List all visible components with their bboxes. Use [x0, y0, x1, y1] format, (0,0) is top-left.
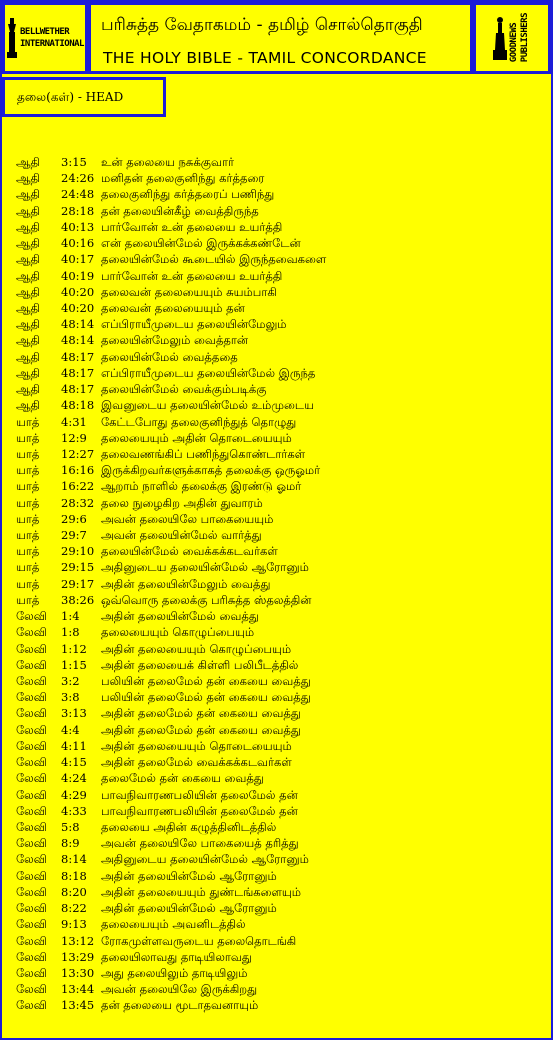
book-abbrev: ஆதி — [16, 236, 40, 251]
verse-ref: 3:15 — [61, 155, 87, 169]
concordance-row — [16, 527, 541, 543]
verse-ref: 4:33 — [61, 803, 87, 818]
concordance-row — [16, 316, 541, 332]
verse-ref: 9:13 — [61, 917, 87, 932]
book-abbrev: ஆதி — [16, 284, 40, 299]
concordance-row — [16, 624, 541, 640]
book-abbrev: லேவி — [16, 852, 47, 867]
verse-text: தலையின்மேல் வைக்கும்படிக்கு — [101, 382, 267, 397]
verse-text: அவன் தலையிலே இருக்கிறது — [101, 982, 258, 997]
book-abbrev: லேவி — [16, 998, 47, 1013]
book-abbrev: ஆதி — [16, 203, 40, 218]
verse-ref: 4:4 — [61, 722, 80, 737]
verse-text: ஒவ்வொரு தலைக்கு பரிசுத்த ஸ்தலத்தின் — [101, 592, 312, 607]
book-abbrev: லேவி — [16, 982, 47, 997]
verse-text: தலையிலாவது தாடியிலாவது — [101, 949, 252, 964]
verse-ref: 13:44 — [61, 982, 95, 997]
verse-text: தலையையும் அவனிடத்தில் — [101, 917, 246, 932]
verse-ref: 48:18 — [61, 398, 95, 413]
book-abbrev: லேவி — [16, 787, 47, 802]
verse-ref: 48:17 — [61, 349, 95, 364]
verse-ref: 4:29 — [61, 787, 87, 802]
concordance-row — [16, 397, 541, 413]
verse-ref: 16:22 — [61, 479, 95, 494]
book-abbrev: ஆதி — [16, 187, 40, 202]
verse-text: மனிதன் தலைகுனிந்து கர்த்தரை — [101, 171, 265, 186]
book-abbrev: லேவி — [16, 625, 47, 640]
concordance-row — [16, 965, 541, 981]
verse-text: தன் தலையின்கீழ் வைத்திருந்த — [101, 203, 259, 218]
verse-text: கேட்டபோது தலைகுனிந்துத் தொழுது — [101, 414, 297, 429]
verse-text: அதின் தலையையும் தொடையையும் — [101, 738, 292, 753]
verse-ref: 4:15 — [61, 755, 87, 770]
verse-text: தலையையும் கொழுப்பையும் — [101, 625, 255, 640]
verse-text: உன் தலையை நசுக்குவார் — [101, 155, 234, 169]
verse-ref: 38:26 — [61, 592, 95, 607]
book-abbrev: யாத் — [16, 592, 40, 607]
verse-text: தலையை அதின் கழுத்தினிடத்தில் — [101, 819, 277, 834]
concordance-row — [16, 414, 541, 430]
book-abbrev: லேவி — [16, 884, 47, 899]
book-abbrev: லேவி — [16, 836, 47, 851]
verse-text: அதின் தலையைக் கிள்ளி பலிபீடத்தில் — [101, 657, 299, 672]
verse-text: எப்பிராயீமுடைய தலையின்மேலும் — [101, 317, 287, 332]
book-abbrev: ஆதி — [16, 155, 40, 169]
verse-ref: 8:18 — [61, 868, 87, 883]
verse-ref: 8:20 — [61, 884, 87, 899]
book-abbrev: ஆதி — [16, 382, 40, 397]
concordance-row — [16, 641, 541, 657]
book-abbrev: லேவி — [16, 657, 47, 672]
verse-text: பாவநிவாரணபலியின் தலைமேல் தன் — [101, 803, 298, 818]
concordance-row — [16, 689, 541, 705]
book-abbrev: லேவி — [16, 819, 47, 834]
verse-ref: 24:26 — [61, 171, 95, 186]
concordance-row — [16, 186, 541, 202]
verse-ref: 29:6 — [61, 511, 87, 526]
verse-ref: 13:29 — [61, 949, 95, 964]
book-abbrev: லேவி — [16, 609, 47, 624]
book-abbrev: யாத் — [16, 544, 40, 559]
book-abbrev: யாத் — [16, 511, 40, 526]
verse-ref: 29:10 — [61, 544, 95, 559]
book-abbrev: ஆதி — [16, 333, 40, 348]
verse-ref: 4:24 — [61, 771, 87, 786]
verse-ref: 24:48 — [61, 187, 95, 202]
bell-tower-icon — [6, 18, 18, 58]
book-abbrev: லேவி — [16, 965, 47, 980]
concordance-row — [16, 154, 541, 170]
verse-ref: 48:14 — [61, 333, 95, 348]
book-abbrev: யாத் — [16, 446, 40, 461]
verse-text: அதின் தலையின்மேல் ஆரோனும் — [101, 868, 277, 883]
verse-ref: 8:14 — [61, 852, 87, 867]
concordance-row — [16, 738, 541, 754]
book-abbrev: லேவி — [16, 933, 47, 948]
concordance-row — [16, 300, 541, 316]
verse-ref: 29:17 — [61, 576, 95, 591]
verse-text: தலையின்மேல் கூடையில் இருந்தவைகளை — [101, 252, 327, 267]
verse-text: தலையின்மேல் வைக்கக்கடவர்கள் — [101, 544, 278, 559]
verse-ref: 8:9 — [61, 836, 80, 851]
book-abbrev: யாத் — [16, 495, 40, 510]
concordance-row — [16, 997, 541, 1013]
concordance-row — [16, 819, 541, 835]
concordance-row — [16, 268, 541, 284]
concordance-row — [16, 770, 541, 786]
verse-ref: 28:18 — [61, 203, 95, 218]
concordance-row — [16, 511, 541, 527]
concordance-row — [16, 592, 541, 608]
book-abbrev: யாத் — [16, 414, 40, 429]
concordance-row — [16, 381, 541, 397]
book-abbrev: ஆதி — [16, 349, 40, 364]
verse-text: எப்பிராயீமுடைய தலையின்மேல் இருந்த — [101, 365, 316, 380]
concordance-row — [16, 235, 541, 251]
verse-text: அதின் தலையையும் கொழுப்பையும் — [101, 641, 292, 656]
verse-ref: 13:30 — [61, 965, 95, 980]
verse-ref: 1:15 — [61, 657, 87, 672]
verse-ref: 5:8 — [61, 819, 80, 834]
concordance-row — [16, 608, 541, 624]
concordance-row — [16, 284, 541, 300]
book-abbrev: லேவி — [16, 755, 47, 770]
verse-ref: 29:15 — [61, 560, 95, 575]
concordance-row — [16, 673, 541, 689]
verse-text: தன் தலையை மூடாதவனாயும் — [101, 998, 259, 1013]
verse-text: பலியின் தலைமேல் தன் கையை வைத்து — [101, 690, 311, 705]
verse-ref: 12:27 — [61, 446, 95, 461]
book-abbrev: ஆதி — [16, 171, 40, 186]
concordance-row — [16, 787, 541, 803]
verse-text: அதின் தலையின்மேலும் வைத்து — [101, 576, 271, 591]
verse-text: தலைகுனிந்து கர்த்தரைப் பணிந்து — [101, 187, 275, 202]
concordance-row — [16, 203, 541, 219]
verse-text: அதின் தலைமேல் தன் கையை வைத்து — [101, 722, 301, 737]
verse-text: தலைவணங்கிப் பணிந்துகொண்டார்கள் — [101, 446, 306, 461]
book-abbrev: லேவி — [16, 674, 47, 688]
verse-text: அவன் தலையிலே பாகையையும் — [101, 511, 274, 526]
title-english: THE HOLY BIBLE - TAMIL CONCORDANCE — [103, 49, 427, 67]
verse-text: இவனுடைய தலையின்மேல் உம்முடைய — [101, 398, 314, 413]
verse-ref: 12:9 — [61, 430, 87, 445]
concordance-row — [16, 495, 541, 511]
verse-ref: 40:19 — [61, 268, 95, 283]
verse-ref: 1:4 — [61, 609, 80, 624]
concordance-row — [16, 462, 541, 478]
book-abbrev: லேவி — [16, 917, 47, 932]
concordance-row — [16, 576, 541, 592]
concordance-row — [16, 884, 541, 900]
concordance-row — [16, 835, 541, 851]
verse-text: தலைவன் தலையையும் சுயம்பாகி — [101, 284, 277, 299]
concordance-row — [16, 949, 541, 965]
publisher-right-name: GOODNEWS PUBLISHERS — [509, 13, 530, 63]
concordance-row — [16, 981, 541, 997]
book-abbrev: லேவி — [16, 901, 47, 916]
verse-text: பார்வோன் உன் தலையை உயர்த்தி — [101, 268, 283, 283]
concordance-row — [16, 478, 541, 494]
verse-text: அது தலையிலும் தாடியிலும் — [101, 965, 248, 980]
book-abbrev: யாத் — [16, 479, 40, 494]
verse-text: என் தலையின்மேல் இருக்கக்கண்டேன் — [101, 236, 301, 251]
concordance-row — [16, 868, 541, 884]
book-abbrev: ஆதி — [16, 365, 40, 380]
verse-text: அதின் தலையின்மேல் ஆரோனும் — [101, 901, 277, 916]
concordance-row — [16, 803, 541, 819]
verse-text: தலையின்மேல் வைத்ததை — [101, 349, 238, 364]
concordance-row — [16, 754, 541, 770]
book-abbrev: லேவி — [16, 706, 47, 721]
concordance-row — [16, 933, 541, 949]
concordance-row — [16, 365, 541, 381]
verse-ref: 48:17 — [61, 365, 95, 380]
book-abbrev: லேவி — [16, 722, 47, 737]
book-abbrev: யாத் — [16, 576, 40, 591]
verse-text: அதின் தலைமேல் வைக்கக்கடவர்கள் — [101, 755, 292, 770]
verse-text: அவன் தலையிலே பாகையைத் தரித்து — [101, 836, 299, 851]
verse-ref: 40:17 — [61, 252, 95, 267]
concordance-row — [16, 657, 541, 673]
verse-ref: 3:8 — [61, 690, 80, 705]
concordance-row — [16, 219, 541, 235]
book-abbrev: லேவி — [16, 690, 47, 705]
concordance-row — [16, 916, 541, 932]
verse-text: அதின் தலையையும் துண்டங்களையும் — [101, 884, 302, 899]
verse-text: அதின் தலைமேல் தன் கையை வைத்து — [101, 706, 301, 721]
verse-ref: 48:14 — [61, 317, 95, 332]
verse-ref: 40:13 — [61, 219, 95, 234]
book-abbrev: ஆதி — [16, 317, 40, 332]
verse-text: பாவநிவாரணபலியின் தலைமேல் தன் — [101, 787, 298, 802]
book-abbrev: லேவி — [16, 641, 47, 656]
verse-ref: 48:17 — [61, 382, 95, 397]
concordance-row — [16, 349, 541, 365]
title-tamil: பரிசுத்த வேதாகமம் - தமிழ் சொல்தொகுதி — [101, 15, 423, 35]
concordance-list — [16, 154, 541, 1014]
book-abbrev: ஆதி — [16, 300, 40, 315]
title-banner — [88, 2, 473, 74]
verse-ref: 13:45 — [61, 998, 95, 1013]
verse-text: ஆறாம் நாளில் தலைக்கு இரண்டு ஓமர் — [101, 479, 302, 494]
verse-ref: 1:8 — [61, 625, 80, 640]
concordance-row — [16, 543, 541, 559]
concordance-row — [16, 446, 541, 462]
verse-ref: 40:20 — [61, 284, 95, 299]
verse-ref: 8:22 — [61, 901, 87, 916]
publisher-left-name: BELLWETHER INTERNATIONAL — [20, 27, 84, 49]
concordance-row — [16, 722, 541, 738]
verse-text: அதின் தலையின்மேல் வைத்து — [101, 609, 259, 624]
verse-text: அவன் தலையின்மேல் வார்த்து — [101, 528, 262, 543]
publisher-logo-left — [2, 2, 88, 74]
concordance-row — [16, 900, 541, 916]
verse-text: அதினுடைய தலையின்மேல் ஆரோனும் — [101, 560, 309, 575]
verse-text: தலை நுழைகிற அதின் துவாரம் — [101, 495, 263, 510]
verse-text: அதினுடைய தலையின்மேல் ஆரோனும் — [101, 852, 309, 867]
book-abbrev: லேவி — [16, 771, 47, 786]
verse-text: தலையின்மேலும் வைத்தான் — [101, 333, 249, 348]
verse-text: ரோகமுள்ளவருடைய தலைதொடங்கி — [101, 933, 297, 948]
publisher-logo-right — [473, 2, 551, 74]
book-abbrev: ஆதி — [16, 398, 40, 413]
verse-ref: 1:12 — [61, 641, 87, 656]
book-abbrev: லேவி — [16, 803, 47, 818]
concordance-row — [16, 170, 541, 186]
concordance-row — [16, 559, 541, 575]
verse-ref: 4:11 — [61, 738, 87, 753]
head-word-label: தலை(கள்) - HEAD — [17, 90, 124, 104]
verse-ref: 3:2 — [61, 674, 80, 688]
book-abbrev: ஆதி — [16, 219, 40, 234]
concordance-row — [16, 705, 541, 721]
verse-ref: 40:20 — [61, 300, 95, 315]
verse-text: தலைமேல் தன் கையை வைத்து — [101, 771, 264, 786]
verse-text: பலியின் தலைமேல் தன் கையை வைத்து — [101, 674, 311, 688]
book-abbrev: லேவி — [16, 738, 47, 753]
verse-ref: 16:16 — [61, 463, 95, 478]
book-abbrev: யாத் — [16, 463, 40, 478]
verse-text: தலைவன் தலையையும் தன் — [101, 300, 245, 315]
verse-ref: 3:13 — [61, 706, 87, 721]
book-abbrev: லேவி — [16, 949, 47, 964]
book-abbrev: ஆதி — [16, 268, 40, 283]
verse-ref: 28:32 — [61, 495, 95, 510]
verse-text: தலையையும் அதின் தொடையையும் — [101, 430, 292, 445]
statue-icon — [493, 16, 507, 60]
book-abbrev: யாத் — [16, 430, 40, 445]
verse-ref: 13:12 — [61, 933, 95, 948]
concordance-row — [16, 430, 541, 446]
book-abbrev: யாத் — [16, 528, 40, 543]
concordance-row — [16, 332, 541, 348]
verse-ref: 40:16 — [61, 236, 95, 251]
verse-text: பார்வோன் உன் தலையை உயர்த்தி — [101, 219, 283, 234]
concordance-row — [16, 851, 541, 867]
verse-text: இருக்கிறவர்களுக்காகத் தலைக்கு ஒருஓமர் — [101, 463, 321, 478]
verse-ref: 4:31 — [61, 414, 87, 429]
head-word-box — [2, 77, 166, 117]
book-abbrev: லேவி — [16, 868, 47, 883]
book-abbrev: ஆதி — [16, 252, 40, 267]
book-abbrev: யாத் — [16, 560, 40, 575]
verse-ref: 29:7 — [61, 528, 87, 543]
concordance-row — [16, 251, 541, 267]
